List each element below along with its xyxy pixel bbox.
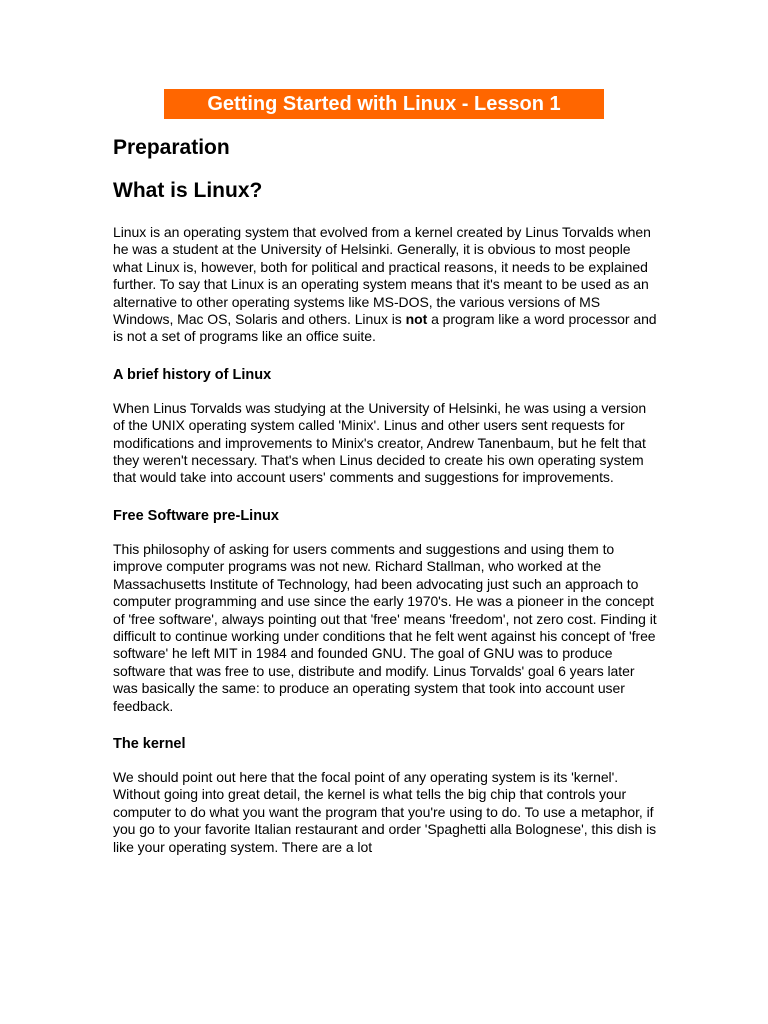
- paragraph-history: When Linus Torvalds was studying at the University of Helsinki, he was using a version of the UNIX operating system called 'Minix'. Linus and other users sent requests for modifications and improvements to Minix's creator, Andrew Tanenbaum, but he felt that they weren't necessary. That's when Linus decided to create his own operating system that would take into account users' comments and suggestions for improvements.: [113, 399, 647, 486]
- subheading-kernel: The kernel: [113, 735, 186, 752]
- document-body: [113, 134, 658, 856]
- lesson-title-banner: Getting Started with Linux - Lesson 1: [164, 89, 604, 119]
- spacer: [113, 385, 658, 400]
- paragraph-text: a program like a word processor and is not a set of programs like an office suite.: [113, 311, 657, 345]
- spacer: [113, 346, 658, 365]
- paragraph-free-software: This philosophy of asking for users comments and suggestions and using them to improve computer programs was not new. Richard Stallman, who worked at the Massachusetts Institute of Technology, had been advocating just such an approach to computer programming and use since the early 1970's. He was a pioneer in the concept of 'free software', always pointing out that 'free' means 'freedom', not zero cost. Finding it difficult to continue working under conditions that he felt went against his concept of 'free software' he left MIT in 1984 and founded GNU. The goal of GNU was to produce software that was free to use, distribute and modify. Linus Torvalds' goal 6 years later was basically the same: to produce an operating system that took into account user feedback.: [113, 540, 657, 714]
- spacer: [113, 754, 658, 769]
- spacer: [113, 715, 658, 734]
- spacer: [113, 205, 658, 224]
- spacer: [113, 487, 658, 506]
- subheading-history: A brief history of Linux: [113, 366, 272, 383]
- section-heading-what-is-linux: What is Linux?: [113, 179, 263, 202]
- section-heading-preparation: Preparation: [113, 136, 230, 159]
- paragraph-text: Linux is an operating system that evolved from a kernel created by Linus Torvalds when he was a student at the University of Helsinki. Generally, it is obvious to most people what Linux is, however, both for political and practical reasons, it needs to be explained further. To say that Linux is an operating system means that it's meant to be used as an alternative to other operating systems like MS-DOS, the various versions of MS Windows, Mac OS, Solaris and others. Linux is: [113, 224, 651, 328]
- emphasis-text: not: [405, 311, 428, 328]
- subheading-free-software: Free Software pre-Linux: [113, 507, 279, 524]
- paragraph-what-is-linux: [113, 224, 658, 346]
- paragraph-kernel: We should point out here that the focal point of any operating system is its 'kernel'. Without going into great detail, the kernel is what tells the big chip that controls your computer to do what you want the program that you're using to do. To use a metaphor, if you go to your favorite Italian restaurant and order 'Spaghetti alla Bolognese', this dish is like your operating system. There are a lot: [113, 768, 657, 855]
- spacer: [113, 526, 658, 541]
